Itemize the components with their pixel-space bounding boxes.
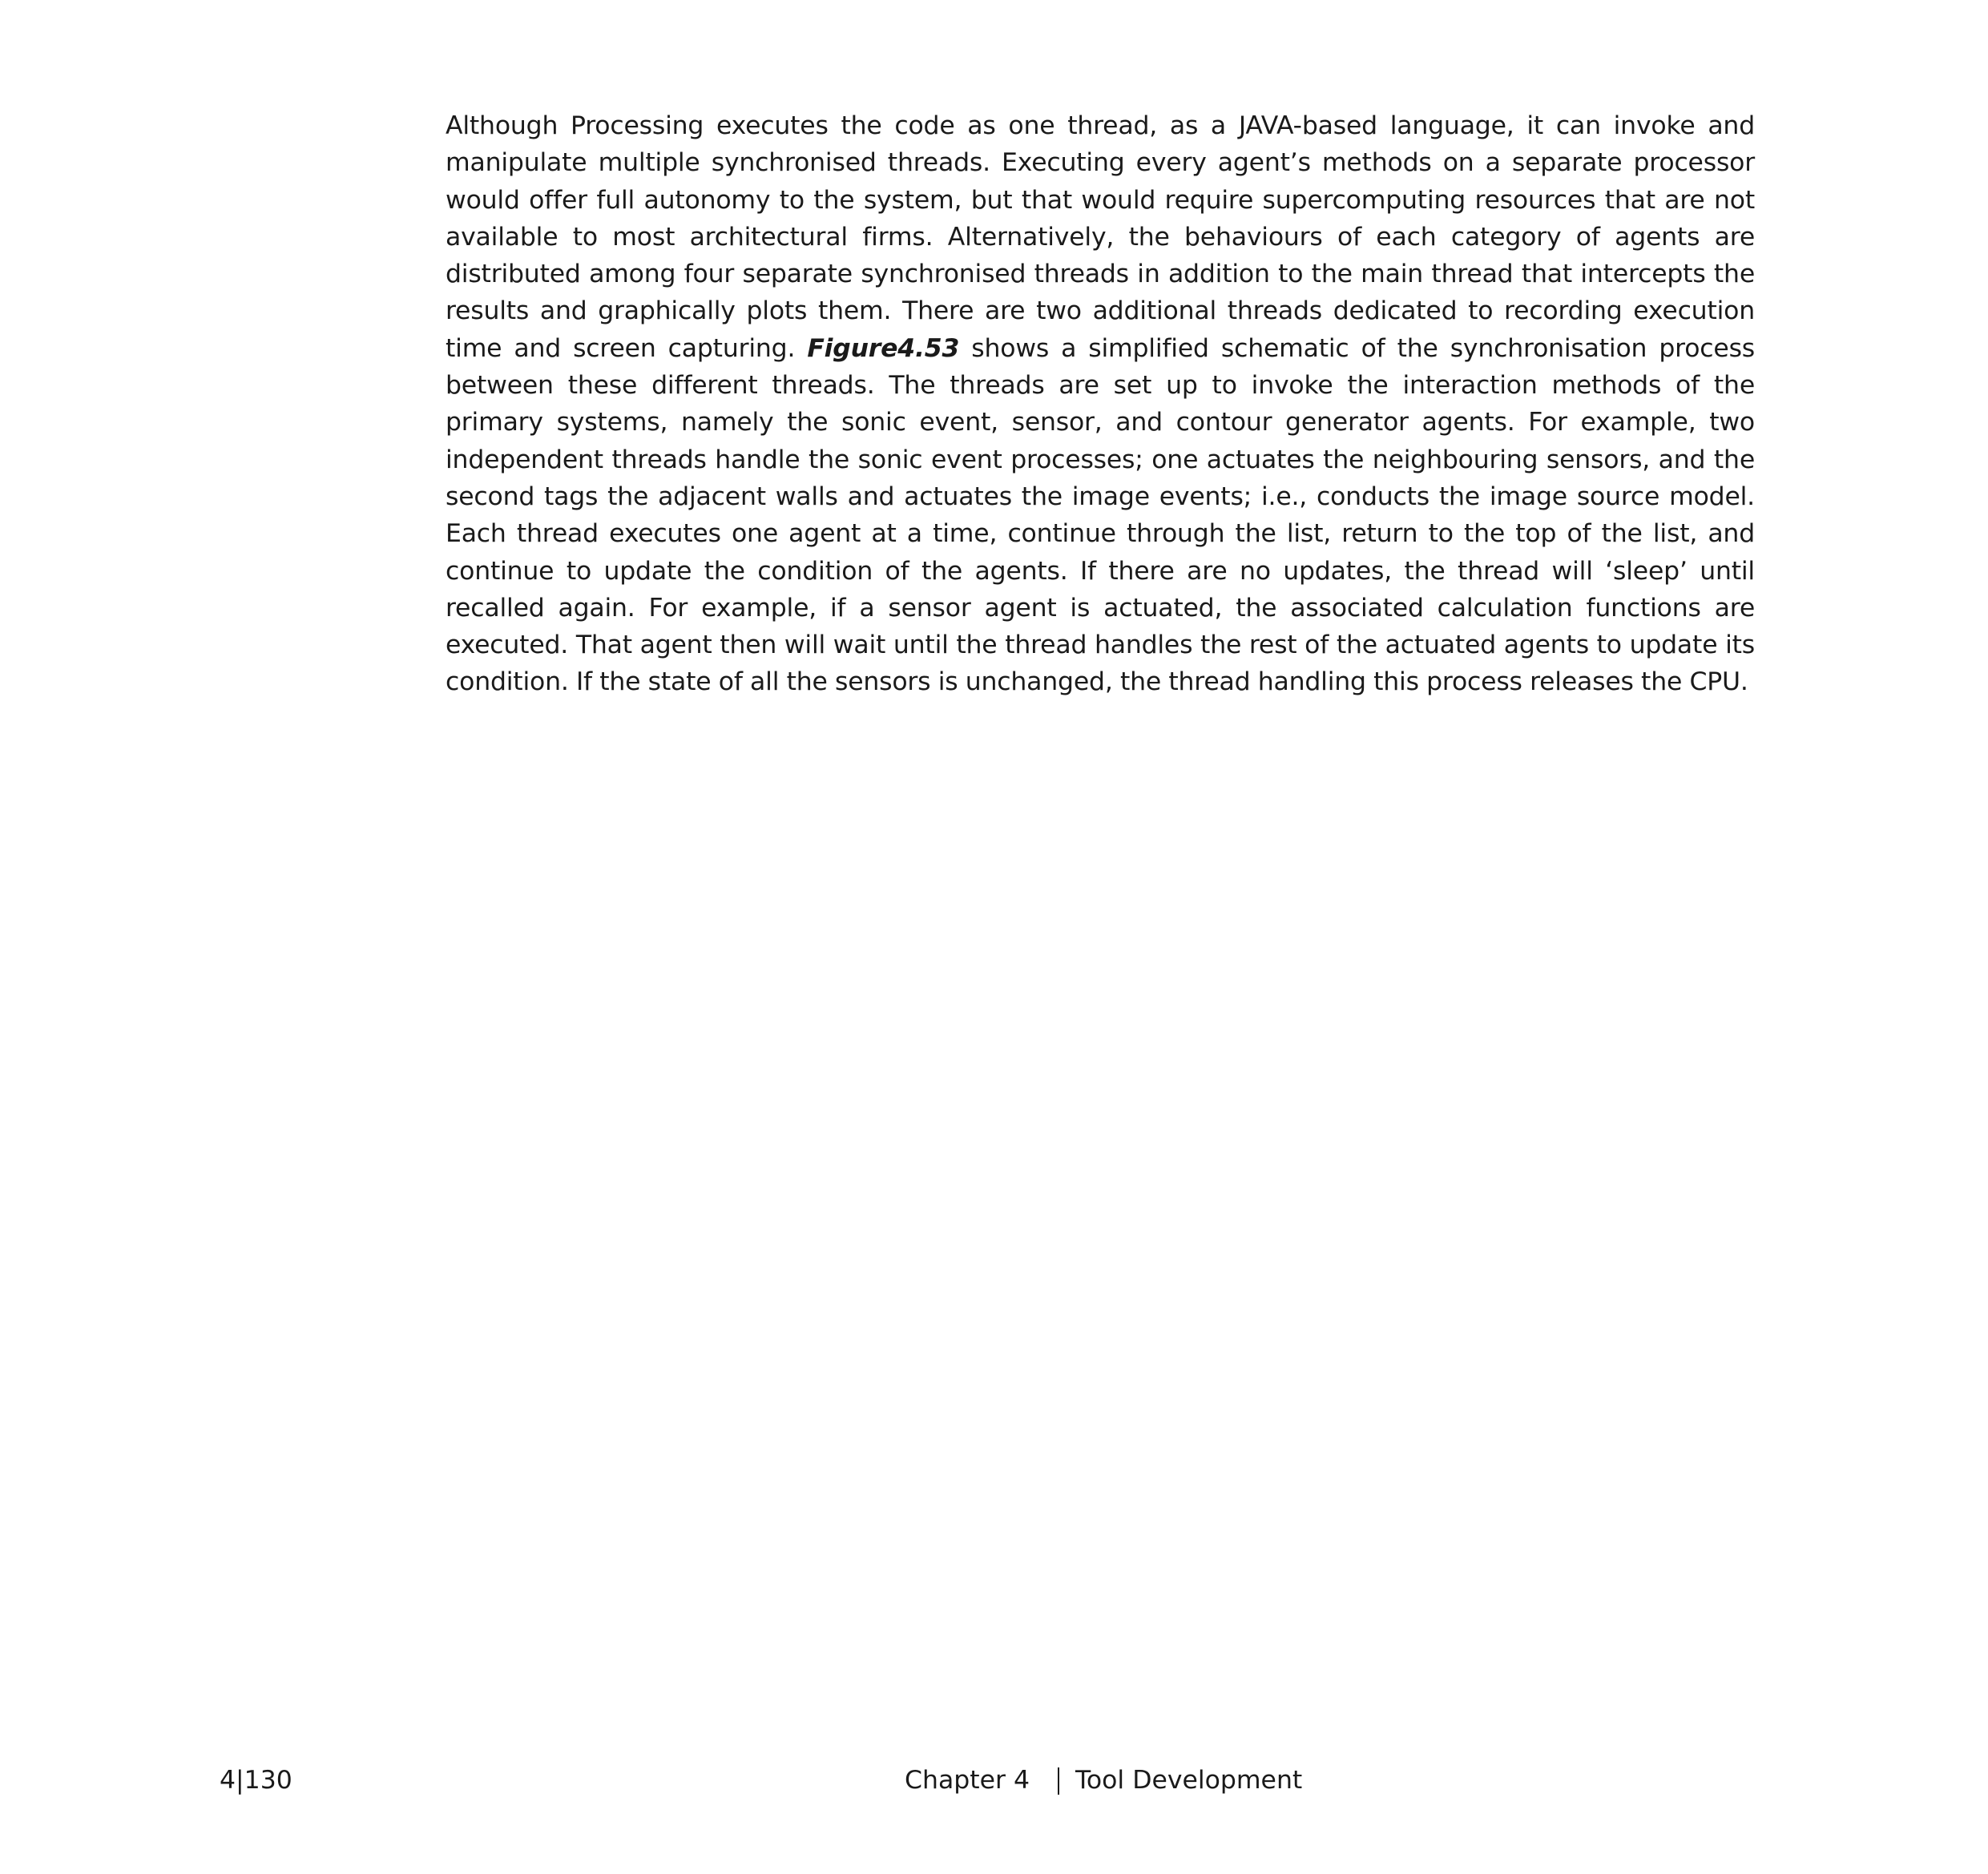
section-title: Tool Development (1075, 1766, 1303, 1795)
page-number: 4|130 (220, 1766, 292, 1795)
paragraph-text-start: Although Processing executes the code as one thread, as a JAVA-based language, it can invoke and manipulate multiple synchronised threads. Executing every agent’s methods on a separate processor would offer full autonomy to the system, but that would require supercomputing resources that are not available to most architectural firms. Alternatively, the behaviours of each category of agents are distributed among four separate synchronised threads in addition to the main thread that intercepts the results and graphically plots them. There are two additional threads dedicated to recording execution time and screen capturing. (446, 111, 1755, 363)
figure-reference: Figure4.53 (807, 333, 960, 363)
body-paragraph (446, 107, 1755, 701)
footer-divider (1058, 1767, 1059, 1795)
chapter-label: Chapter 4 (905, 1766, 1030, 1795)
paragraph-text-end: shows a simplified schematic of the synchronisation process between these different threads. The threads are set up to invoke the interaction methods of the primary systems, namely the sonic event, sensor, and contour generator agents. For example, two independent threads handle the sonic event processes; one actuates the neighbouring sensors, and the second tags the adjacent walls and actuates the image events; i.e., conducts the image source model. Each thread executes one agent at a time, continue through the list, return to the top of the list, and continue to update the condition of the agents. If there are no updates, the thread will ‘sleep’ until recalled again. For example, if a sensor agent is actuated, the associated calculation functions are executed. That agent then will wait until the thread handles the rest of the actuated agents to update its condition. If the state of all the sensors is unchanged, the thread handling this process releases the CPU. (446, 333, 1755, 697)
page-footer (0, 1763, 1988, 1798)
